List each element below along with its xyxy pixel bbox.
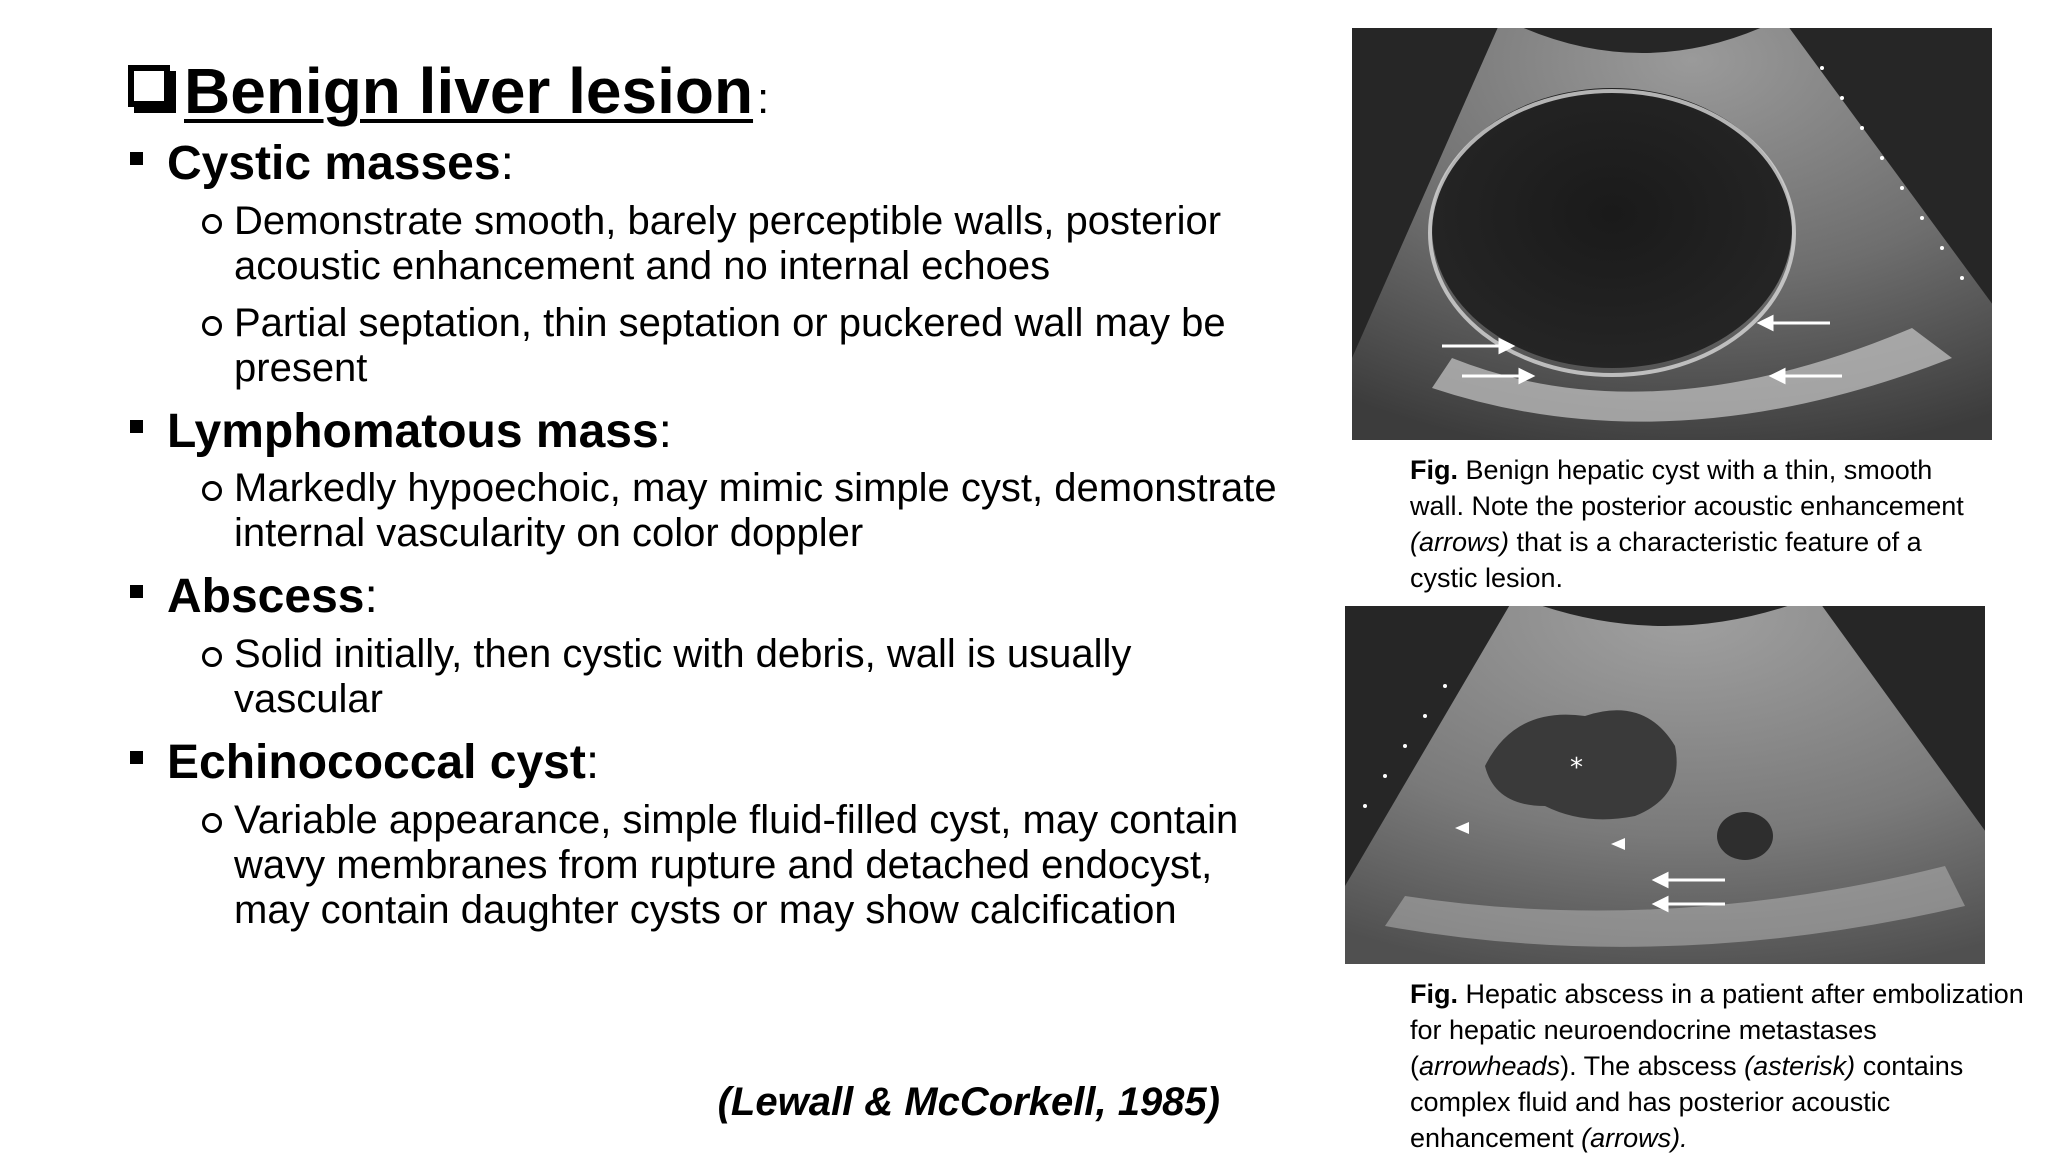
section-heading-text: Lymphomatous mass (167, 404, 659, 458)
circle-bullet-icon (202, 813, 222, 833)
list-item: Partial septation, thin septation or puckered wall may be present (198, 301, 1288, 391)
section-heading-text: Echinococcal cyst (167, 735, 586, 789)
square-bullet-icon (130, 420, 143, 433)
section-heading: Echinococcal cyst : (128, 734, 1288, 792)
square-bullet-icon (130, 585, 143, 598)
circle-bullet-icon (202, 481, 222, 501)
figure-caption-hepatic-cyst: Fig. Benign hepatic cyst with a thin, smooth wall. Note the posterior acoustic enhancement (arrows) that is a characteristic feature of a cystic lesion. (1410, 455, 1964, 593)
ultrasound-hepatic-cyst-graphic (1352, 28, 1992, 440)
ultrasound-image-hepatic-abscess (1345, 606, 1985, 964)
section-heading: Abscess : (128, 568, 1288, 626)
section-items (128, 199, 1288, 391)
slide-title-text: Benign liver lesion (184, 55, 754, 127)
slide-content (128, 55, 1288, 945)
list-item: Demonstrate smooth, barely perceptible walls, posterior acoustic enhancement and no internal echoes (198, 199, 1288, 289)
section-items (128, 632, 1288, 722)
section-heading: Lymphomatous mass : (128, 403, 1288, 461)
section-echinococcal-cyst (128, 734, 1288, 933)
checkbox-bullet-icon (128, 65, 170, 107)
circle-bullet-icon (202, 647, 222, 667)
ultrasound-image-hepatic-cyst (1352, 28, 1992, 440)
section-cystic-masses (128, 135, 1288, 391)
circle-bullet-icon (202, 316, 222, 336)
square-bullet-icon (130, 751, 143, 764)
figure-caption-hepatic-abscess: Fig. Hepatic abscess in a patient after embolization for hepatic neuroendocrine metastases (arrowheads). The abscess (asterisk) contains complex fluid and has posterior acoustic enhancement (arrows). (1410, 979, 2024, 1153)
list-item: Solid initially, then cystic with debris, wall is usually vascular (198, 632, 1288, 722)
slide-title-colon: : (757, 74, 770, 123)
circle-bullet-icon (202, 214, 222, 234)
citation: (Lewall & McCorkell, 1985) (717, 1080, 1220, 1124)
section-items (128, 466, 1288, 556)
section-heading: Cystic masses : (128, 135, 1288, 193)
section-lymphomatous-mass (128, 403, 1288, 557)
section-heading-text: Cystic masses (167, 137, 501, 191)
ultrasound-hepatic-abscess-graphic (1345, 606, 1985, 964)
list-item: Markedly hypoechoic, may mimic simple cyst, demonstrate internal vascularity on color doppler (198, 466, 1288, 556)
section-abscess (128, 568, 1288, 722)
section-items (128, 798, 1288, 933)
list-item: Variable appearance, simple fluid-filled cyst, may contain wavy membranes from rupture and detached endocyst, may contain daughter cysts or may show calcification (198, 798, 1288, 933)
slide-title (128, 55, 1288, 127)
square-bullet-icon (130, 152, 143, 165)
section-heading-text: Abscess (167, 570, 365, 624)
asterisk-marker: * (1570, 753, 1583, 783)
